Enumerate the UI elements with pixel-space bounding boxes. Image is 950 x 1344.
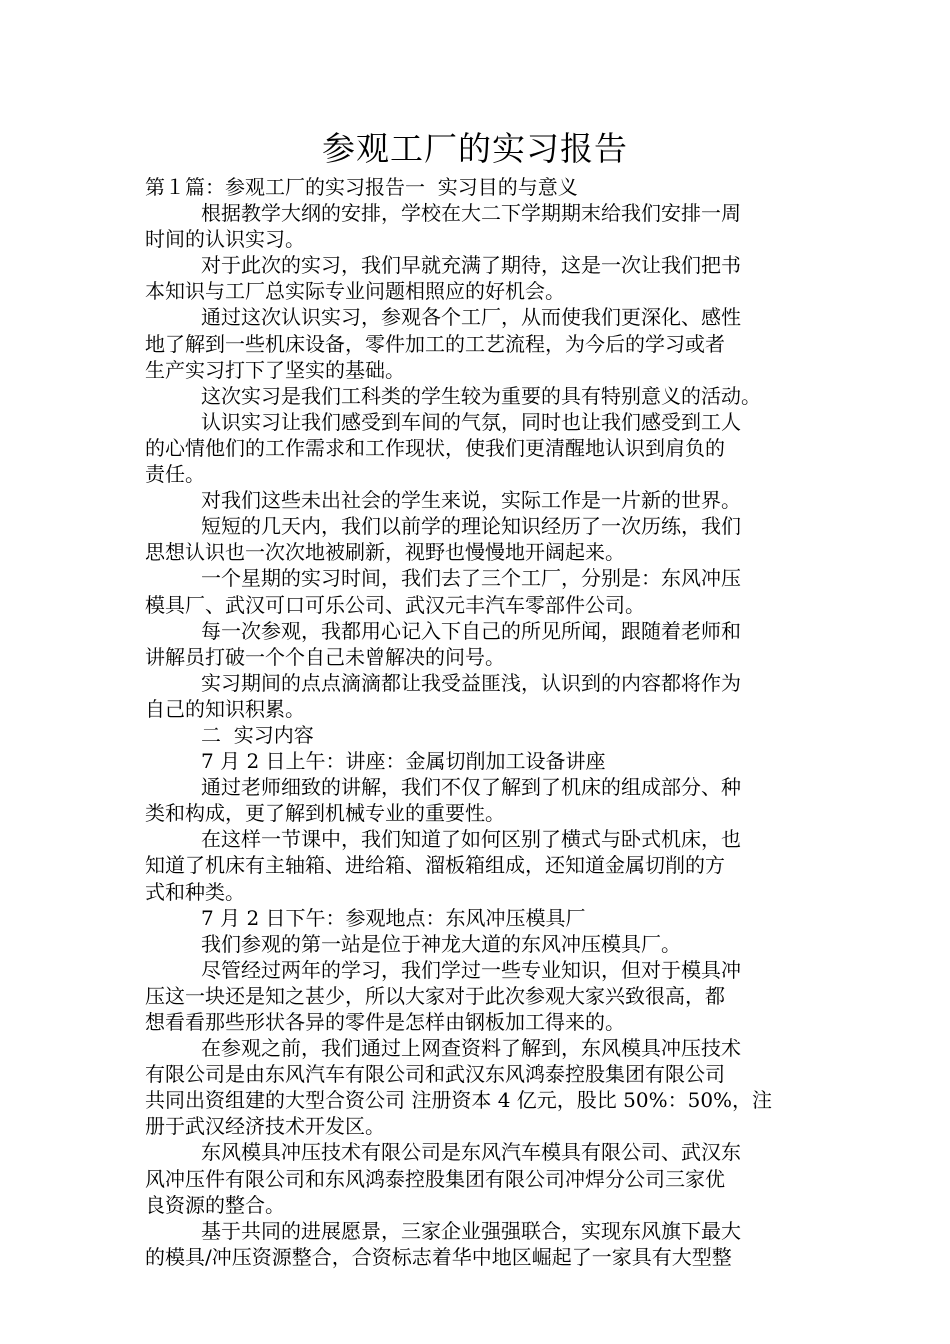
text-line: 的心情他们的工作需求和工作现状，使我们更清醒地认识到肩负的 [145,435,725,460]
text-line: 每一次参观，我都用心记入下自己的所见所闻，跟随着老师和 [201,618,741,643]
document-title: 参观工厂的实习报告 [322,129,628,168]
text-line: 自己的知识积累。 [145,696,305,721]
text-line: 实习期间的点点滴滴都让我受益匪浅，认识到的内容都将作为 [201,670,741,695]
text-line: 式和种类。 [145,879,245,904]
text-line: 的模具/冲压资源整合，合资标志着华中地区崛起了一家具有大型整 [145,1244,732,1269]
text-line: 生产实习打下了坚实的基础。 [145,357,405,382]
text-line: 有限公司是由东风汽车有限公司和武汉东风鸿泰控股集团有限公司 [145,1062,725,1087]
text-line: 一个星期的实习时间，我们去了三个工厂，分别是：东风冲压 [201,566,741,591]
text-line: 基于共同的进展愿景，三家企业强强联合，实现东风旗下最大 [201,1218,741,1243]
text-line: 第１篇：参观工厂的实习报告一 实习目的与意义 [145,175,578,199]
text-line: 对我们这些未出社会的学生来说，实际工作是一片新的世界。 [201,488,741,513]
text-line: 模具厂、武汉可口可乐公司、武汉元丰汽车零部件公司。 [145,592,645,617]
text-line: 尽管经过两年的学习，我们学过一些专业知识，但对于模具冲 [201,957,741,982]
text-line: 想看看那些形状各异的零件是怎样由钢板加工得来的。 [145,1010,625,1034]
text-line: 对于此次的实习，我们早就充满了期待，这是一次让我们把书 [201,253,741,278]
text-line: 在这样一节课中，我们知道了如何区别了横式与卧式机床，也 [201,827,741,852]
text-line: 责任。 [145,462,205,487]
text-line: 压这一块还是知之甚少，所以大家对于此次参观大家兴致很高，都 [145,983,725,1008]
text-line: 7 月 2 日下午：参观地点：东风冲压模具厂 [201,905,586,930]
document-body [145,174,809,1270]
text-line: 通过老师细致的讲解，我们不仅了解到了机床的组成部分、种 [201,775,741,800]
text-line: 风冲压件有限公司和东风鸿泰控股集团有限公司冲焊分公司三家优 [145,1166,725,1191]
text-line: 思想认识也一次次地被刷新，视野也慢慢地开阔起来。 [145,540,625,565]
text-line: 地了解到一些机床设备，零件加工的工艺流程，为今后的学习或者 [145,331,725,356]
text-line: 7 月 2 日上午：讲座：金属切削加工设备讲座 [201,749,606,774]
text-line: 良资源的整合。 [145,1192,285,1217]
text-line: 在参观之前，我们通过上网查资料了解到，东风模具冲压技术 [201,1036,741,1061]
text-line: 册于武汉经济技术开发区。 [145,1114,385,1139]
text-line: 根据教学大纲的安排，学校在大二下学期期末给我们安排一周 [201,201,741,226]
text-line: 认识实习让我们感受到车间的气氛，同时也让我们感受到工人 [201,409,741,434]
text-line: 讲解员打破一个个自己未曾解决的问号。 [145,644,505,669]
text-line: 通过这次认识实习，参观各个工厂，从而使我们更深化、感性 [201,305,741,330]
text-line: 东风模具冲压技术有限公司是东风汽车模具有限公司、武汉东 [201,1140,741,1165]
text-line: 我们参观的第一站是位于神龙大道的东风冲压模具厂。 [201,931,681,956]
text-line: 这次实习是我们工科类的学生较为重要的具有特别意义的活动。 [201,383,761,408]
section-heading: 二 实习内容 [201,722,314,747]
text-line: 本知识与工厂总实际专业问题相照应的好机会。 [145,279,565,304]
text-line: 共同出资组建的大型合资公司 注册资本 4 亿元，股比 50%：50%，注 [145,1088,773,1113]
text-line: 时间的认识实习。 [145,227,305,252]
text-line: 知道了机床有主轴箱、进给箱、溜板箱组成，还知道金属切削的方 [145,853,725,878]
text-line: 类和构成，更了解到机械专业的重要性。 [145,801,505,826]
text-line: 短短的几天内，我们以前学的理论知识经历了一次历练，我们 [201,514,741,539]
